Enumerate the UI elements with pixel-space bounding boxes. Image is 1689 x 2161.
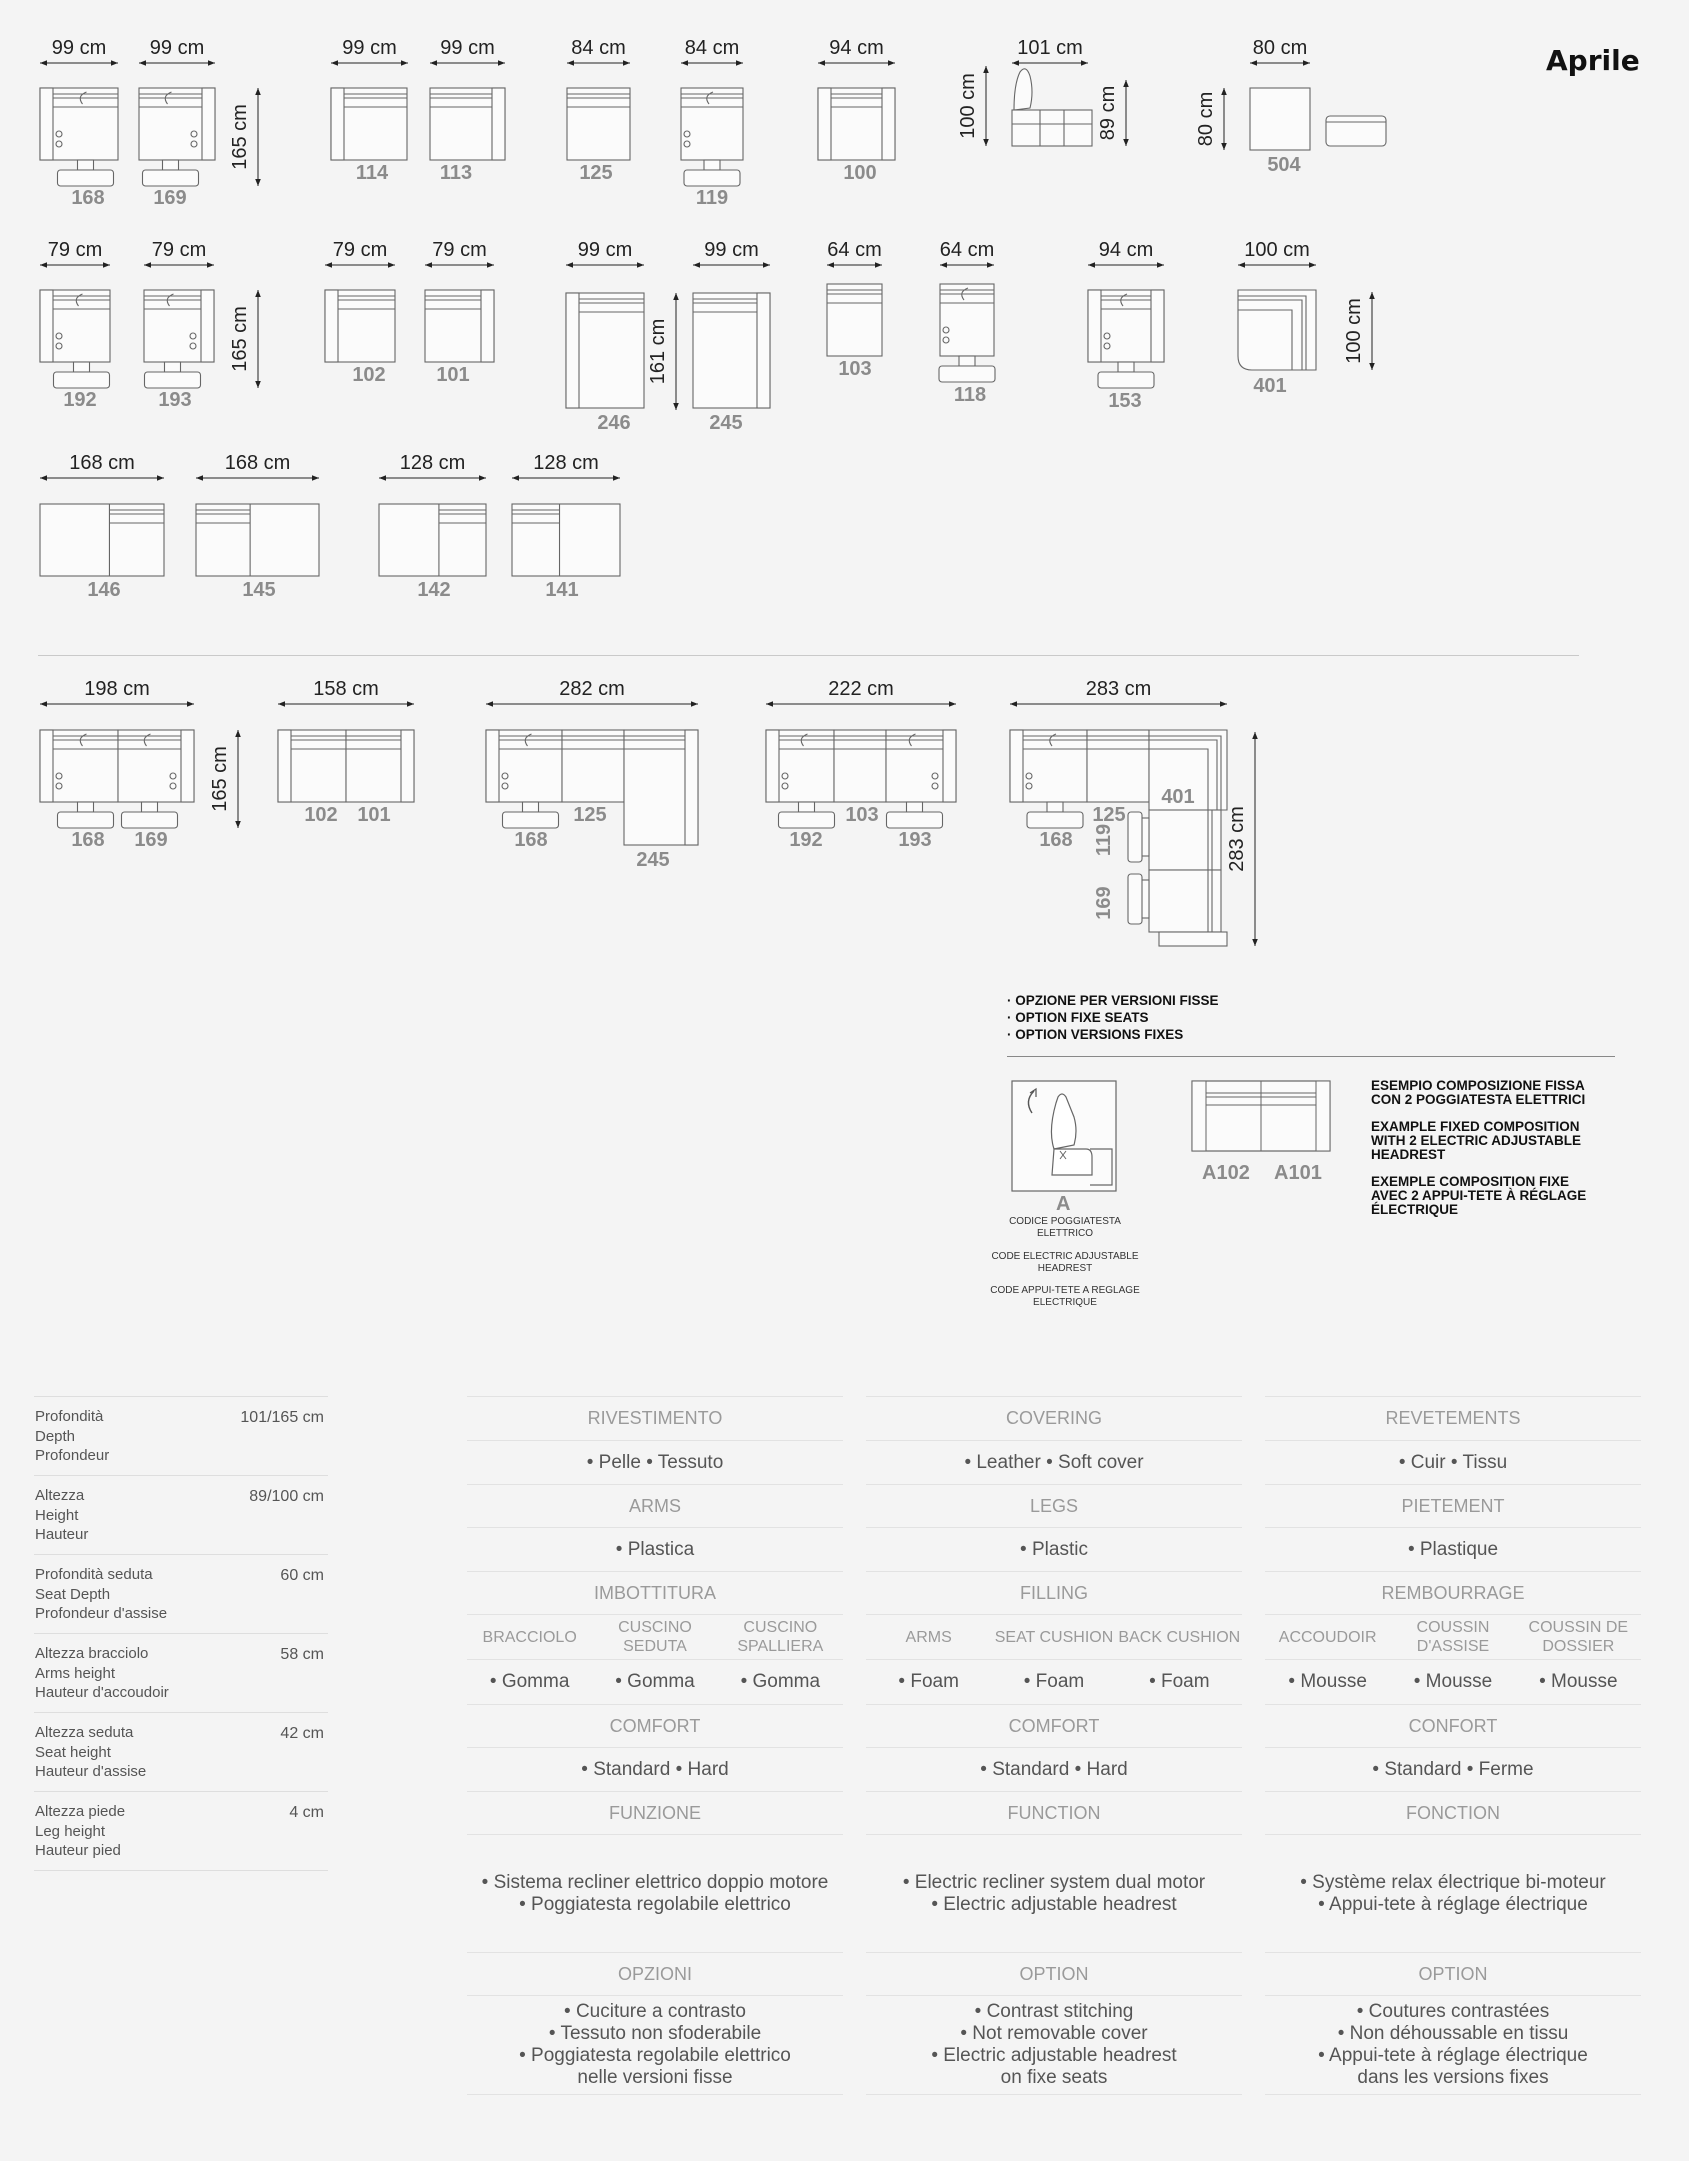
spec-value: 101/165 cm — [240, 1409, 324, 1426]
filling-subheading: SEAT CUSHION — [994, 1628, 1114, 1646]
filling-heading: IMBOTTITURA — [467, 1571, 843, 1614]
armrest — [181, 730, 194, 802]
filling-values — [1265, 1659, 1641, 1704]
depth-label: 283 cm — [1226, 806, 1248, 872]
covering-value: • Leather • Soft cover — [866, 1440, 1242, 1484]
depth-label: 165 cm — [229, 104, 251, 170]
example-caption-it: ESEMPIO COMPOSIZIONE FISSA CON 2 POGGIATESTA ELETTRICI — [1371, 1078, 1586, 1107]
module-code: 168 — [1039, 829, 1073, 851]
width-label: 99 cm — [51, 37, 107, 59]
comfort-value: • Standard • Hard — [467, 1747, 843, 1791]
module-code: 114 — [355, 162, 389, 184]
comfort-heading: COMFORT — [866, 1704, 1242, 1747]
footrest — [54, 372, 110, 388]
filling-value: • Gomma — [615, 1671, 695, 1692]
module-code: 169 — [134, 829, 168, 851]
width-label: 80 cm — [1252, 37, 1308, 59]
covering-heading: RIVESTIMENTO — [467, 1396, 843, 1440]
depth-label: 89 cm — [1097, 85, 1119, 141]
module-code: 192 — [789, 829, 823, 851]
side-seat-module — [1149, 810, 1221, 870]
armrest — [757, 293, 770, 408]
spec-label: Profondità seduta Seat Depth Profondeur d'assise — [35, 1566, 168, 1622]
filling-value: • Foam — [1023, 1671, 1085, 1692]
footrest-link — [163, 160, 179, 170]
spec-value: 4 cm — [289, 1804, 324, 1821]
armrest — [492, 88, 505, 160]
filling-subheading: COUSSIN D'ASSISE — [1416, 1619, 1490, 1655]
depth-label: 80 cm — [1195, 91, 1217, 147]
spec-row — [34, 1475, 328, 1554]
spec-label: Altezza bracciolo Arms height Hauteur d'accoudoir — [35, 1645, 169, 1701]
chaise-module — [40, 504, 164, 576]
module-code: 146 — [87, 579, 121, 601]
filling-subheading: BRACCIOLO — [482, 1628, 577, 1646]
legs-value: • Plastique — [1265, 1527, 1641, 1571]
footrest — [143, 170, 199, 186]
width-label: 64 cm — [939, 239, 995, 261]
module-code: 101 — [357, 804, 391, 826]
width-label: 64 cm — [827, 239, 882, 261]
materials-column — [467, 1396, 843, 2095]
brand-logo: Aprile — [1546, 44, 1640, 77]
module-code: 125 — [1092, 804, 1126, 826]
armrest — [1151, 290, 1164, 362]
function-value: • Système relax électrique bi-moteur • Appui-tete à réglage électrique — [1265, 1834, 1641, 1952]
spec-row — [34, 1791, 328, 1871]
legs-value: • Plastic — [866, 1527, 1242, 1571]
width-label: 99 cm — [704, 239, 759, 261]
option-value: • Cuciture a contrasto • Tessuto non sfoderabile • Poggiatesta regolabile elettrico nelle versioni fisse — [467, 1995, 843, 2095]
covering-heading: COVERING — [866, 1396, 1242, 1440]
module-code: 102 — [304, 804, 338, 826]
footrest-link — [165, 362, 181, 372]
footrest — [779, 812, 835, 828]
footrest — [145, 372, 201, 388]
covering-value: • Cuir • Tissu — [1265, 1440, 1641, 1484]
side-seat-module — [1149, 870, 1221, 932]
spec-row — [34, 1554, 328, 1633]
function-heading: FUNCTION — [866, 1791, 1242, 1834]
width-label: 79 cm — [432, 239, 487, 261]
materials-column — [1265, 1396, 1641, 2095]
armrest — [201, 290, 214, 362]
seat-module — [567, 88, 630, 160]
module-code: 118 — [953, 384, 987, 406]
spec-label: Altezza piede Leg height Hauteur pied — [35, 1803, 126, 1859]
legs-heading: ARMS — [467, 1484, 843, 1527]
headrest-code-letter: A — [1056, 1193, 1071, 1215]
module-code: 142 — [417, 579, 451, 601]
corner-module — [1238, 290, 1316, 370]
filling-subheading: ARMS — [905, 1628, 952, 1646]
depth-label: 165 cm — [209, 746, 231, 812]
module-code: 103 — [838, 358, 872, 380]
module-code: 401 — [1161, 786, 1195, 808]
footrest-link — [1047, 802, 1063, 812]
module-code: 113 — [439, 162, 473, 184]
filling-values — [467, 1659, 843, 1704]
module-code: 102 — [352, 364, 386, 386]
width-label: 128 cm — [533, 452, 599, 474]
spec-row — [34, 1633, 328, 1712]
example-caption-fr: EXEMPLE COMPOSITION FIXE AVEC 2 APPUI-TETE À RÉGLAGE ÉLECTRIQUE — [1371, 1174, 1587, 1217]
footrest — [1027, 812, 1083, 828]
filling-subheadings — [1265, 1614, 1641, 1659]
module-code: 141 — [545, 579, 579, 601]
module-code: 401 — [1253, 375, 1287, 397]
armrest — [331, 88, 344, 160]
option-value: • Contrast stitching • Not removable cover • Electric adjustable headrest on fixe seats — [866, 1995, 1242, 2095]
filling-subheadings — [467, 1614, 843, 1659]
footrest-link — [799, 802, 815, 812]
function-heading: FONCTION — [1265, 1791, 1641, 1834]
module-code: 153 — [1108, 390, 1142, 412]
armrest — [325, 290, 338, 362]
width-label: 99 cm — [149, 37, 205, 59]
filling-value: • Foam — [898, 1671, 959, 1692]
footrest — [887, 812, 943, 828]
width-label: 94 cm — [1098, 239, 1154, 261]
armrest — [818, 88, 831, 160]
module-code: 100 — [843, 162, 877, 184]
spec-value: 60 cm — [280, 1567, 324, 1584]
armrest — [202, 88, 215, 160]
seat-module — [827, 284, 882, 356]
armrest — [1159, 932, 1227, 946]
width-label: 101 cm — [1017, 37, 1083, 59]
filling-value: • Gomma — [489, 1671, 570, 1692]
materials-column — [866, 1396, 1242, 2095]
footrest — [1128, 874, 1142, 924]
option-value: • Coutures contrastées • Non déhoussable en tissu • Appui-tete à réglage électrique dans les versions fixes — [1265, 1995, 1641, 2095]
footrest — [1098, 372, 1154, 388]
spec-value: 89/100 cm — [249, 1488, 324, 1505]
module-code: 193 — [898, 829, 932, 851]
armrest — [766, 730, 779, 802]
chaise-module — [379, 504, 486, 576]
example-code-a102: A102 — [1202, 1162, 1250, 1184]
width-label: 158 cm — [313, 678, 379, 700]
filling-value: • Mousse — [1413, 1671, 1493, 1692]
filling-heading: REMBOURRAGE — [1265, 1571, 1641, 1614]
module-code: 101 — [436, 364, 470, 386]
footrest — [939, 366, 995, 382]
filling-heading: FILLING — [866, 1571, 1242, 1614]
dimension-specs — [34, 1396, 328, 1871]
covering-heading: REVETEMENTS — [1265, 1396, 1641, 1440]
footrest — [58, 812, 114, 828]
module-code: 245 — [709, 412, 743, 434]
filling-subheading: CUSCINO SEDUTA — [618, 1619, 692, 1655]
module-code: 192 — [63, 389, 97, 411]
spec-label: Profondità Depth Profondeur — [35, 1408, 110, 1464]
function-heading: FUNZIONE — [467, 1791, 843, 1834]
example-code-a101: A101 — [1274, 1162, 1322, 1184]
armrest — [486, 730, 499, 802]
armrest — [1088, 290, 1101, 362]
footrest-link — [907, 802, 923, 812]
footrest — [684, 170, 740, 186]
option-line: · OPTION FIXE SEATS — [1007, 1010, 1149, 1025]
module-code: 169 — [153, 187, 187, 209]
side-view-base — [1012, 110, 1092, 146]
armrest — [1010, 730, 1023, 802]
width-label: 283 cm — [1085, 678, 1152, 700]
width-label: 128 cm — [399, 452, 466, 474]
depth-label: 161 cm — [647, 318, 669, 385]
footrest-link — [1118, 362, 1134, 372]
comfort-value: • Standard • Hard — [866, 1747, 1242, 1791]
footrest-link — [142, 802, 158, 812]
footrest — [122, 812, 178, 828]
armrest — [685, 730, 698, 845]
module-code: 168 — [514, 829, 548, 851]
footrest-link — [959, 356, 975, 366]
footrest — [1128, 812, 1142, 862]
function-value: • Electric recliner system dual motor • Electric adjustable headrest — [866, 1834, 1242, 1952]
filling-subheading: ACCOUDOIR — [1278, 1628, 1377, 1646]
option-heading: OPTION — [1265, 1952, 1641, 1995]
covering-value: • Pelle • Tessuto — [467, 1440, 843, 1484]
seat-module — [834, 730, 886, 802]
seat-module — [681, 88, 743, 160]
filling-subheading: BACK CUSHION — [1118, 1628, 1241, 1646]
filling-subheading: COUSSIN DE DOSSIER — [1528, 1619, 1629, 1655]
width-label: 168 cm — [69, 452, 135, 474]
armrest — [401, 730, 414, 802]
armrest — [566, 293, 579, 408]
width-label: 84 cm — [571, 37, 626, 59]
module-code: 246 — [597, 412, 631, 434]
armrest — [481, 290, 494, 362]
function-value: • Sistema recliner elettrico doppio motore • Poggiatesta regolabile elettrico — [467, 1834, 843, 1952]
seat-module — [940, 284, 994, 356]
width-label: 79 cm — [332, 239, 388, 261]
code-note-fr: CODE APPUI-TETE A REGLAGE ELECTRIQUE — [990, 1285, 1140, 1308]
comfort-heading: CONFORT — [1265, 1704, 1641, 1747]
width-label: 99 cm — [577, 239, 633, 261]
section-divider — [38, 655, 1579, 656]
spec-row — [34, 1712, 328, 1791]
seat-module — [1087, 730, 1149, 802]
footrest-link — [74, 362, 90, 372]
footrest-link — [78, 160, 94, 170]
spec-row — [34, 1396, 328, 1475]
comfort-heading: COMFORT — [467, 1704, 843, 1747]
footrest-link — [78, 802, 94, 812]
width-label: 282 cm — [559, 678, 625, 700]
spec-value: 42 cm — [280, 1725, 324, 1742]
example-caption-en: EXAMPLE FIXED COMPOSITION WITH 2 ELECTRIC ADJUSTABLE HEADREST — [1371, 1119, 1582, 1162]
legs-value: • Plastica — [467, 1527, 843, 1571]
width-label: 79 cm — [47, 239, 103, 261]
option-line: · OPTION VERSIONS FIXES — [1007, 1027, 1184, 1042]
footrest — [58, 170, 114, 186]
footrest-link — [523, 802, 539, 812]
filling-value: • Gomma — [740, 1671, 821, 1692]
width-label: 198 cm — [84, 678, 150, 700]
side-view-back — [1014, 69, 1032, 110]
spec-label: Altezza seduta Seat height Hauteur d'assise — [35, 1724, 147, 1780]
width-label: 99 cm — [342, 37, 397, 59]
option-divider — [1007, 1056, 1615, 1057]
filling-subheadings — [866, 1614, 1242, 1659]
spec-value: 58 cm — [280, 1646, 324, 1663]
module-code: 504 — [1267, 154, 1301, 176]
depth-label: 100 cm — [1343, 298, 1365, 364]
chaise-module — [196, 504, 319, 576]
filling-value: • Mousse — [1539, 1671, 1618, 1692]
seat-module — [562, 730, 624, 802]
legs-heading: PIETEMENT — [1265, 1484, 1641, 1527]
spec-label: Altezza Height Hauteur — [35, 1487, 89, 1543]
code-note-it: CODICE POGGIATESTA ELETTRICO — [1009, 1216, 1121, 1239]
option-heading: OPZIONI — [467, 1952, 843, 1995]
footrest-link — [704, 160, 720, 170]
fixed-option-drawings — [1000, 1075, 1340, 1205]
module-code: 168 — [71, 187, 105, 209]
module-code: 103 — [845, 804, 879, 826]
armrest — [40, 290, 53, 362]
option-line: · OPZIONE PER VERSIONI FISSE — [1007, 993, 1219, 1008]
depth-label: 165 cm — [229, 306, 251, 372]
fixed-option-notes — [1007, 992, 1219, 1043]
module-code: 193 — [158, 389, 192, 411]
armrest — [943, 730, 956, 802]
armrest — [40, 88, 53, 160]
filling-value: • Mousse — [1288, 1671, 1367, 1692]
footrest — [503, 812, 559, 828]
chaise-module — [512, 504, 620, 576]
legs-heading: LEGS — [866, 1484, 1242, 1527]
comfort-value: • Standard • Ferme — [1265, 1747, 1641, 1791]
armrest — [278, 730, 291, 802]
module-code: 168 — [71, 829, 105, 851]
armrest — [40, 730, 53, 802]
filling-values — [866, 1659, 1242, 1704]
filling-subheading: CUSCINO SPALLIERA — [737, 1619, 824, 1655]
module-code: 119 — [695, 187, 729, 209]
option-heading: OPTION — [866, 1952, 1242, 1995]
module-code: 125 — [579, 162, 613, 184]
module-code: 245 — [636, 849, 670, 871]
code-note-en: CODE ELECTRIC ADJUSTABLE HEADREST — [991, 1251, 1139, 1274]
width-label: 79 cm — [151, 239, 207, 261]
module-code: 119 — [1093, 823, 1115, 857]
module-code: 169 — [1093, 886, 1115, 920]
module-code: 125 — [573, 804, 607, 826]
width-label: 94 cm — [829, 37, 884, 59]
width-label: 222 cm — [828, 678, 894, 700]
ottoman-top — [1250, 88, 1310, 150]
depth-label: 100 cm — [957, 73, 979, 139]
width-label: 168 cm — [224, 452, 291, 474]
width-label: 99 cm — [440, 37, 495, 59]
filling-value: • Foam — [1149, 1671, 1210, 1692]
ottoman-side — [1326, 116, 1386, 146]
module-code: 145 — [242, 579, 276, 601]
width-label: 100 cm — [1244, 239, 1310, 261]
width-label: 84 cm — [684, 37, 740, 59]
armrest — [882, 88, 895, 160]
